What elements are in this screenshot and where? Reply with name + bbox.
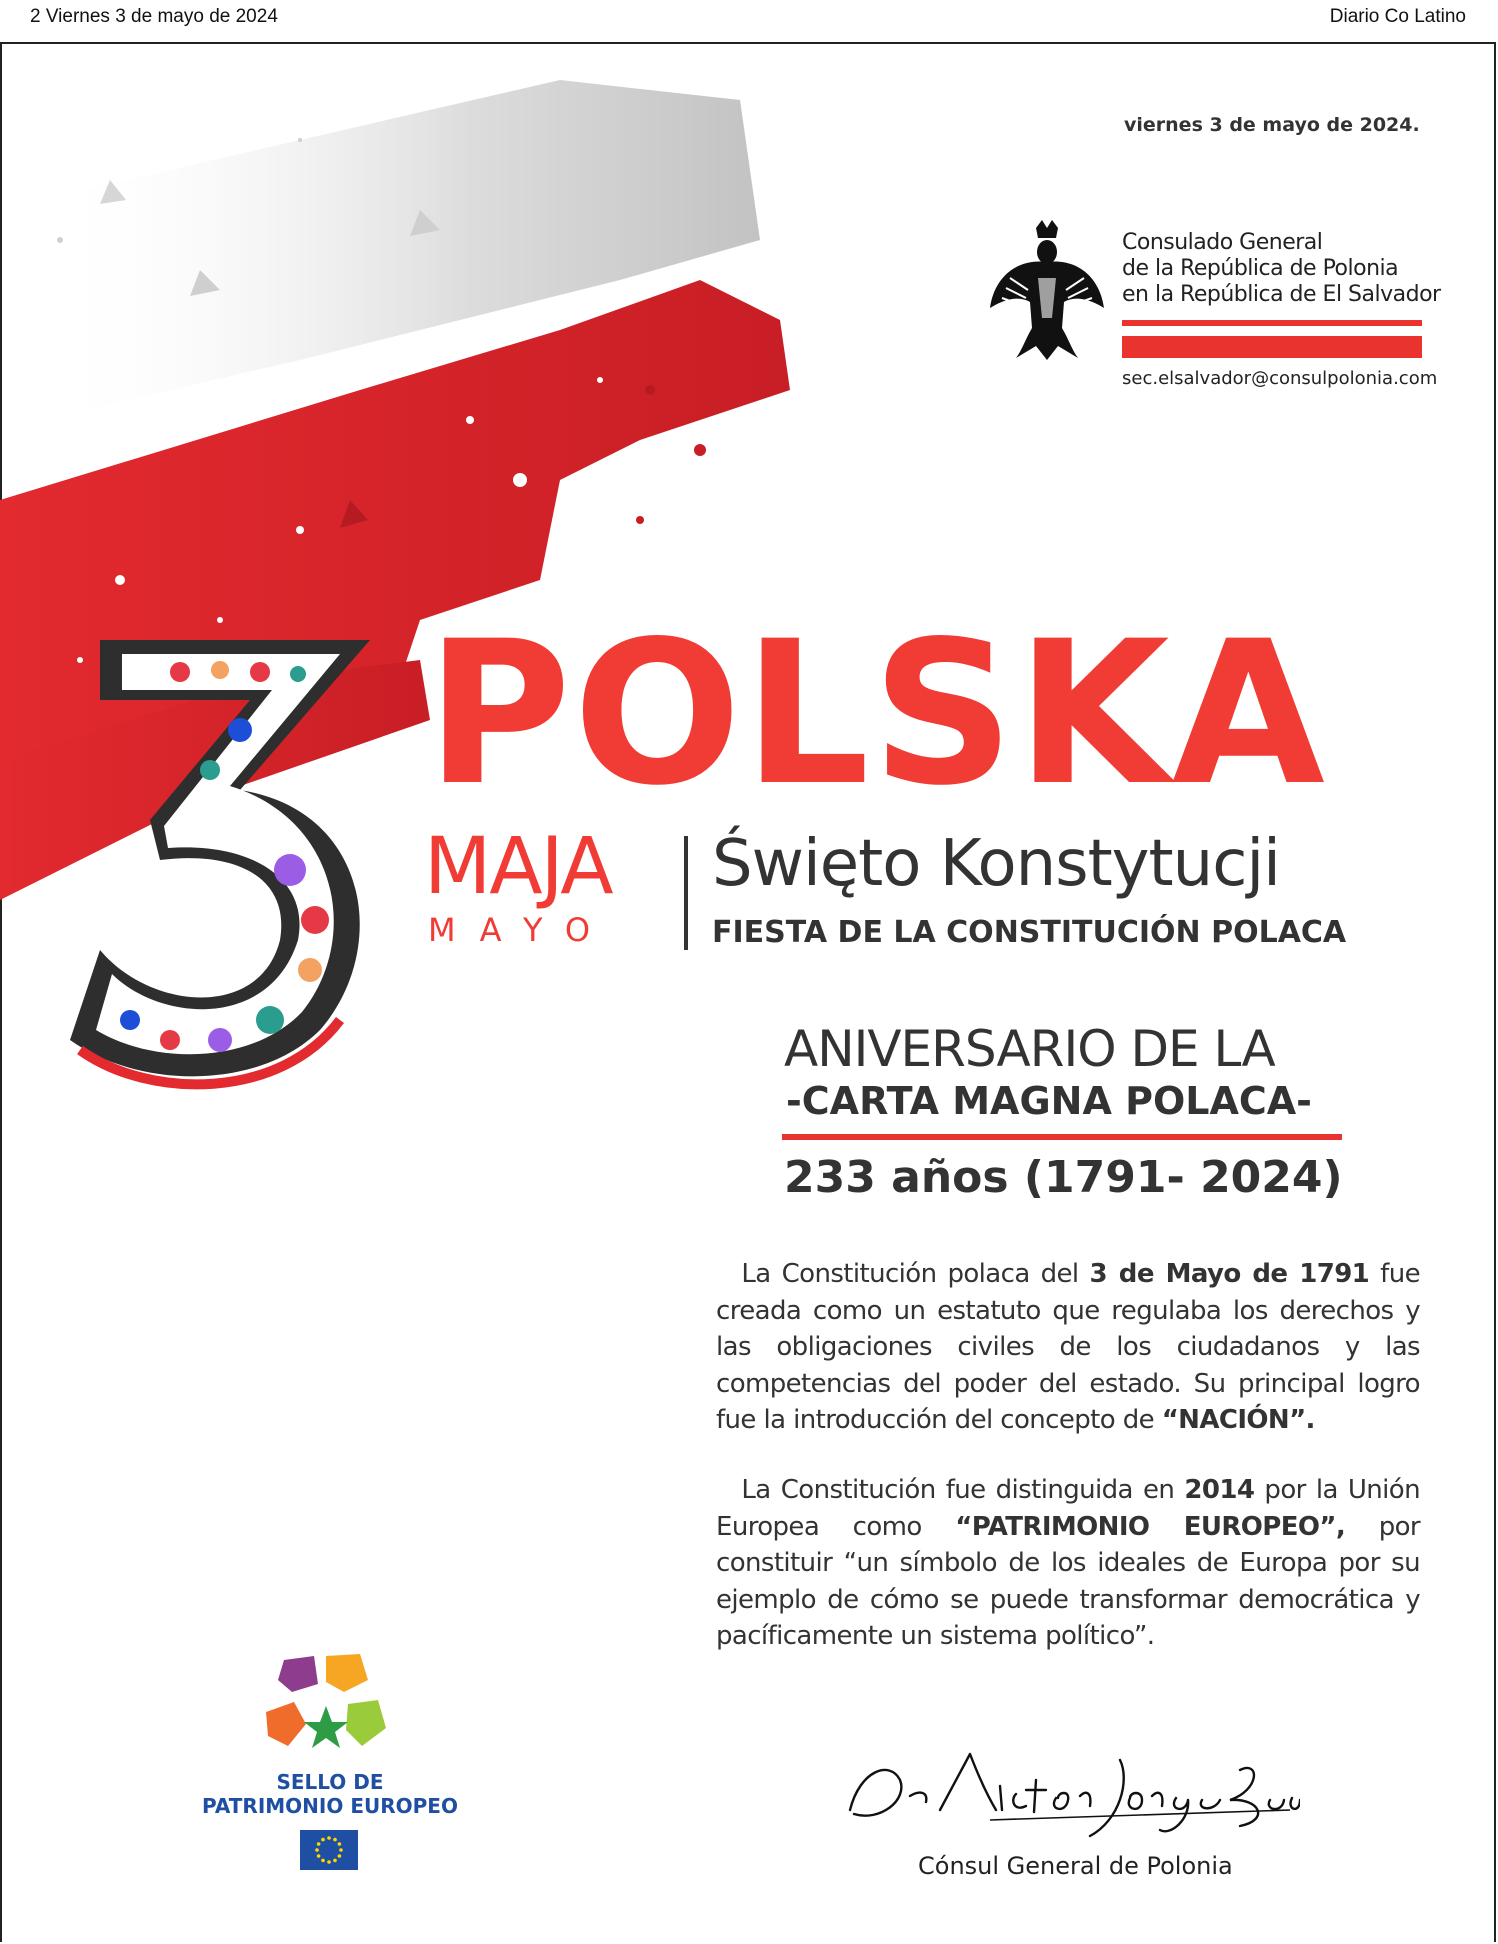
- consulate-name-line-1: Consulado General: [1122, 230, 1323, 255]
- p2-text-a: La Constitución fue distinguida en: [741, 1475, 1185, 1505]
- consulate-email: sec.elsalvador@consulpolonia.com: [1122, 368, 1438, 389]
- anniversary-heading: ANIVERSARIO DE LA: [784, 1020, 1275, 1078]
- polish-eagle-icon: [986, 218, 1108, 364]
- ad-date: viernes 3 de mayo de 2024.: [1124, 114, 1420, 136]
- consul-signature: [830, 1740, 1300, 1840]
- newspaper-name: Diario Co Latino: [1329, 6, 1466, 27]
- consul-title: Cónsul General de Polonia: [918, 1852, 1233, 1880]
- heritage-label-line-2: PATRIMONIO EUROPEO: [202, 1794, 458, 1818]
- anniversary-years: 233 años (1791- 2024): [784, 1152, 1343, 1203]
- paragraph-constitution: [716, 1256, 1420, 1439]
- p2-patrimonio-bold: “PATRIMONIO EUROPEO”,: [955, 1511, 1346, 1542]
- fiesta-subtitle: FIESTA DE LA CONSTITUCIÓN POLACA: [712, 915, 1347, 950]
- eu-flag-icon: [300, 1830, 358, 1870]
- heritage-label-line-1: SELLO DE: [276, 1770, 384, 1794]
- p2-text-c: por la Unión Europea como: [716, 1475, 1420, 1542]
- decorated-three-numeral: [40, 620, 420, 1100]
- p2-year-bold: 2014: [1184, 1475, 1255, 1505]
- consulate-red-band: [1122, 336, 1422, 358]
- p1-text-c: fue creada como un estatuto que regulaba los derechos y las obligaciones civiles de los ciudadanos y las competencias del poder del estado. Su principal logro fue la introducción del concepto de: [716, 1259, 1420, 1435]
- p1-text-a: La Constitución polaca del: [741, 1259, 1090, 1289]
- polska-title: POLSKA: [426, 598, 1327, 829]
- consulate-red-rule: [1122, 320, 1422, 326]
- mayo-label: MAYO: [428, 911, 614, 949]
- maja-label: MAJA: [424, 822, 612, 912]
- paragraph-heritage: [716, 1472, 1420, 1655]
- consulate-name-line-3: en la República de El Salvador: [1122, 282, 1441, 307]
- carta-magna-heading: -CARTA MAGNA POLACA-: [786, 1079, 1312, 1123]
- anniversary-red-rule: [782, 1134, 1342, 1140]
- swieto-konstytucji-title: Święto Konstytucji: [712, 827, 1280, 901]
- page-header-date: 2 Viernes 3 de mayo de 2024: [30, 6, 278, 27]
- p1-nacion-bold: “NACIÓN”.: [1161, 1405, 1315, 1435]
- consulate-name-line-2: de la República de Polonia: [1122, 256, 1399, 281]
- european-heritage-label-icon: [264, 1650, 388, 1760]
- title-divider: [684, 836, 688, 950]
- p1-date-bold: 3 de Mayo de 1791: [1089, 1259, 1370, 1289]
- p2-text-e: por constituir “un símbolo de los ideales de Europa por su ejemplo de cómo se puede transformar democrática y pacíficamente un sistema político”.: [716, 1511, 1421, 1651]
